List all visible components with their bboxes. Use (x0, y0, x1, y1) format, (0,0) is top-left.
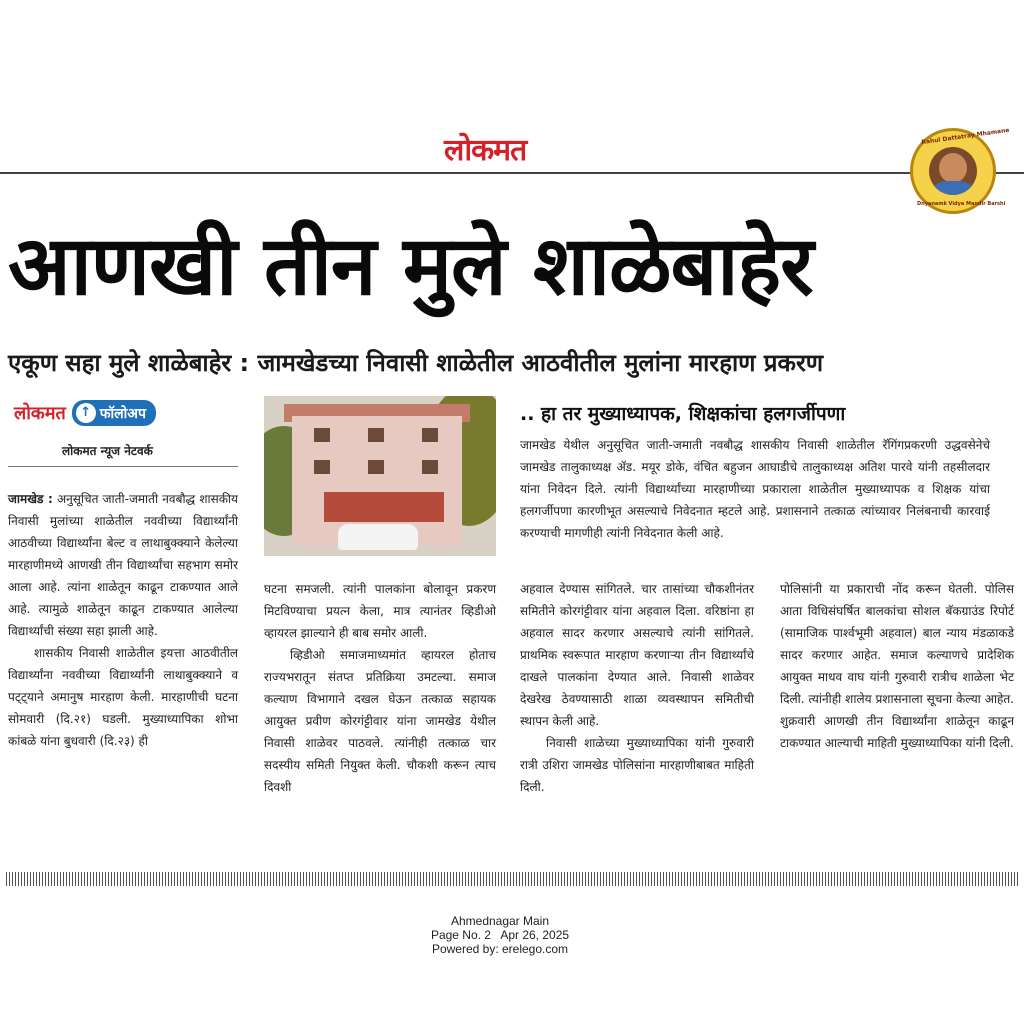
followup-badge (72, 400, 156, 426)
article-column-4 (780, 578, 1014, 754)
window (314, 460, 330, 474)
article-paragraph (8, 488, 238, 642)
article-paragraph: निवासी शाळेच्या मुख्याध्यापिका यांनी गुरुवारी रात्री उशिरा जामखेड पोलिसांना मारहाणीबाबत माहिती दिली. (520, 736, 754, 794)
portrait-face (939, 153, 967, 183)
footer-edition: Ahmednagar Main (450, 914, 550, 928)
subheadline: एकूण सहा मुले शाळेबाहेर : जामखेडच्या निवासी शाळेतील आठवीतील मुलांना मारहाण प्रकरण (8, 349, 824, 377)
article-end-rule (6, 872, 1018, 886)
article-paragraph: घटना समजली. त्यांनी पालकांना बोलावून प्रकरण मिटविण्याचा प्रयत्न केला, मात्र त्यानंतर व्हिडीओ व्हायरल झाल्याने ही बाब समोर आली. (264, 582, 496, 640)
window (422, 428, 438, 442)
up-arrow-icon: ↑ (76, 403, 96, 423)
portrait-shirt (933, 181, 973, 195)
byline-rule (8, 466, 238, 467)
window (368, 428, 384, 442)
portrait-seal (910, 126, 1010, 214)
masthead-logo: लोकमत (444, 133, 527, 168)
school-building-photo (264, 396, 496, 556)
article-text: अनुसूचित जाती-जमाती नवबौद्ध शासकीय निवासी मुलांच्या शाळेतील नववीच्या विद्यार्थ्यांनी आठवीच्या विद्यार्थ्यांना बेल्ट व लाथाबुक्क्याने केलेल्या मारहाणीमध्ये आणखी तीन विद्यार्थ्यांचा सहभाग समोर आला आहे. त्यांना शाळेतून काढून टाकण्यात आले आहे. त्यामुळे शाळेतून काढून टाकण्यात आलेल्या विद्यार्थ्यांची संख्या सहा झाली आहे. (8, 492, 238, 638)
article-paragraph: पोलिसांनी या प्रकाराची नोंद करून घेतली. पोलिस आता विधिसंघर्षित बालकांचा सोशल बॅकग्राउंड रिपोर्ट (सामाजिक पार्श्वभूमी अहवाल) बाल न्याय मंडळाकडे सादर करणार आहेत. समाज कल्याणचे प्रादेशिक आयुक्त माधव वाघ यांनी गुरुवारी रात्रीच शाळेला भेट दिली. त्यांनीही शालेय प्रशासनाला सूचना केल्या आहेत. शुक्रवारी आणखी तीन विद्यार्थ्यांना शाळेतून काढून टाकण्यात आल्याची माहिती मुख्याध्यापिका यांनी दिली. (780, 582, 1014, 750)
footer-page-date: Page No. 2 Apr 26, 2025 (430, 928, 570, 942)
article-paragraph: अहवाल देण्यास सांगितले. चार तासांच्या चौकशीनंतर समितीने कोरगंट्टीवार यांना अहवाल दिला. वरिष्ठांना हा अहवाल सादर करणार असल्याचे त्यांनी सांगितले. प्राथमिक स्वरूपात मारहाण करणाऱ्या तीन विद्यार्थ्यांचे दाखले पालकांना देण्यात आले. निवासी शाळेवर देखरेख ठेवण्यासाठी शाळा व्यवस्थापन समितीची स्थापन केली आहे. (520, 582, 754, 728)
window (314, 428, 330, 442)
window (368, 460, 384, 474)
article-column-2 (264, 578, 496, 798)
followup-logo (14, 400, 156, 426)
portrait-icon (929, 147, 977, 195)
article-column-1 (8, 488, 238, 752)
dateline: जामखेड : (8, 492, 53, 506)
followup-badge-label: फॉलोअप (99, 405, 146, 422)
car (338, 524, 418, 550)
page-footer (380, 914, 620, 956)
masthead-rule (0, 172, 1024, 174)
sidebar-box-text: जामखेड येथील अनुसूचित जाती-जमाती नवबौद्ध शासकीय निवासी शाळेतील रॅगिंगप्रकरणी उद्धवसेनेचे जामखेड तालुकाध्यक्ष ॲड. मयूर डोके, वंचित बहुजन आघाडीचे तालुकाध्यक्ष अतिश पारवे यांनी तहसीलदार यांना निवेदन दिले. त्यांनी विद्यार्थ्यांच्या मारहाणीच्या प्रकाराला शाळेतील मुख्याध्यापक व शिक्षक यांचा हलगर्जीपणा कारणीभूत असल्याचे निवेदनात म्हटले आहे. प्रशासनाने तत्काळ त्यांच्यावर निलंबनाची कारवाई करण्याची मागणीही त्यांनी निवेदनात केली आहे. (520, 438, 990, 540)
headline: आणखी तीन मुले शाळेबाहेर (8, 219, 813, 314)
sidebar-box-title: .. हा तर मुख्याध्यापक, शिक्षकांचा हलगर्जीपणा (520, 403, 846, 425)
building-gate (324, 492, 444, 522)
seal-name-text: Rahul Dattatray Mhamane (920, 126, 1010, 147)
article-paragraph: व्हिडीओ समाजमाध्यमांत व्हायरल होताच राज्यभरातून संतप्त प्रतिक्रिया उमटल्या. समाज कल्याण विभागाने दखल घेऊन तत्काळ सहायक आयुक्त प्रवीण कोरगंट्टीवार यांना जामखेड येथील निवासी शाळेवर पाठवले. त्यांनीही तत्काळ चार सदस्यीय समिती नियुक्त केली. चौकशी करून त्याच दिवशी (264, 648, 496, 794)
byline: लोकमत न्यूज नेटवर्क (62, 444, 153, 458)
article-paragraph: शासकीय निवासी शाळेतील इयत्ता आठवीतील विद्यार्थ्यांना नववीच्या विद्यार्थ्यांनी लाथाबुक्क्याने व पट्ट्याने अमानुष मारहाण केली. मारहाणीची घटना सोमवारी (दि.२१) घडली. मुख्याध्यापिका शोभा कांबळे यांना बुधवारी (दि.२३) ही (8, 646, 238, 748)
footer-powered-by: Powered by: erelego.com (431, 942, 569, 956)
seal-school-text: Dnyanamk Vidya Mandir Barshi (917, 201, 1006, 207)
followup-brand: लोकमत (14, 403, 66, 424)
window (422, 460, 438, 474)
article-column-3 (520, 578, 754, 798)
